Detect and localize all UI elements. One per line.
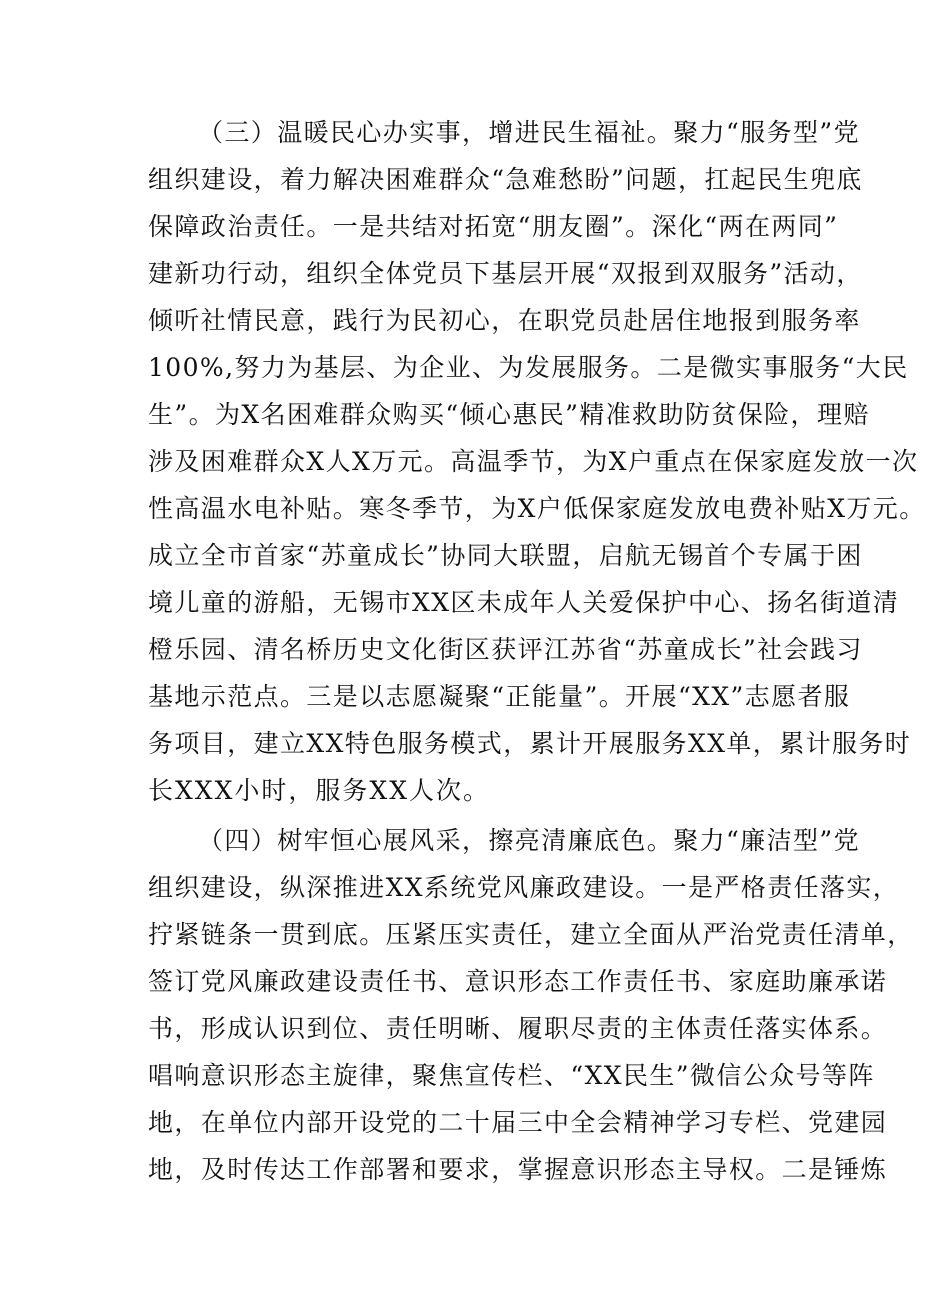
- paragraph-3-line-14: 务项目，建立XX特色服务模式，累计开展服务XX单，累计服务时: [148, 729, 912, 758]
- paragraph-3-line-3: 保障政治责任。一是共结对拓宽“朋友圈”。深化“两在两同”: [148, 212, 839, 241]
- paragraph-4-line-5: 书，形成认识到位、责任明晰、履职尽责的主体责任落实体系。: [148, 1014, 888, 1043]
- paragraph-3-line-15: 长XXX小时，服务XX人次。: [148, 776, 490, 805]
- paragraph-3-line-13: 基地示范点。三是以志愿凝聚“正能量”。开展“XX”志愿者服: [148, 682, 851, 711]
- paragraph-3-line-4: 建新功行动，组织全体党员下基层开展“双报到双服务”活动，: [148, 259, 863, 288]
- paragraph-4-line-1: （四）树牢恒心展风采，擦亮清廉底色。聚力“廉洁型”党: [198, 826, 860, 855]
- paragraph-4-line-2: 组织建设，纵深推进XX系统党风廉政建设。一是严格责任落实，: [148, 873, 900, 902]
- paragraph-4-line-4: 签订党风廉政建设责任书、意识形态工作责任书、家庭助廉承诺: [148, 967, 888, 996]
- paragraph-3-line-9: 性高温水电补贴。寒冬季节，为X户低保家庭发放电费补贴X万元。: [148, 494, 926, 523]
- paragraph-3-line-12: 橙乐园、清名桥历史文化街区获评江苏省“苏童成长”社会践习: [148, 635, 863, 664]
- paragraph-3-line-10: 成立全市首家“苏童成长”协同大联盟，启航无锡首个专属于困: [148, 541, 863, 570]
- paragraph-3-line-1: （三）温暖民心办实事，增进民生福祉。聚力“服务型”党: [198, 118, 860, 147]
- paragraph-4-line-6: 唱响意识形态主旋律，聚焦宣传栏、“XX民生”微信公众号等阵: [148, 1061, 875, 1090]
- paragraph-4-line-7: 地，在单位内部开设党的二十届三中全会精神学习专栏、党建园: [148, 1108, 888, 1137]
- paragraph-3-line-5: 倾听社情民意，践行为民初心，在职党员赴居住地报到服务率: [148, 306, 861, 335]
- paragraph-4-line-8: 地，及时传达工作部署和要求，掌握意识形态主导权。二是锤炼: [148, 1155, 888, 1184]
- paragraph-4-line-3: 拧紧链条一贯到底。压紧压实责任，建立全面从严治党责任清单，: [148, 920, 914, 949]
- paragraph-3-line-8: 涉及困难群众X人X万元。高温季节，为X户重点在保家庭发放一次: [148, 447, 919, 476]
- paragraph-3-line-2: 组织建设，着力解决困难群众“急难愁盼”问题，扛起民生兜底: [148, 165, 863, 194]
- paragraph-3-line-6: 100%,努力为基层、为企业、为发展服务。二是微实事服务“大民: [148, 353, 909, 382]
- paragraph-3-line-11: 境儿童的游船，无锡市XX区未成年人关爱保护中心、扬名街道清: [148, 588, 900, 617]
- paragraph-3-line-7: 生”。为X名困难群众购买“倾心惠民”精准救助防贫保险，理赔: [148, 400, 870, 429]
